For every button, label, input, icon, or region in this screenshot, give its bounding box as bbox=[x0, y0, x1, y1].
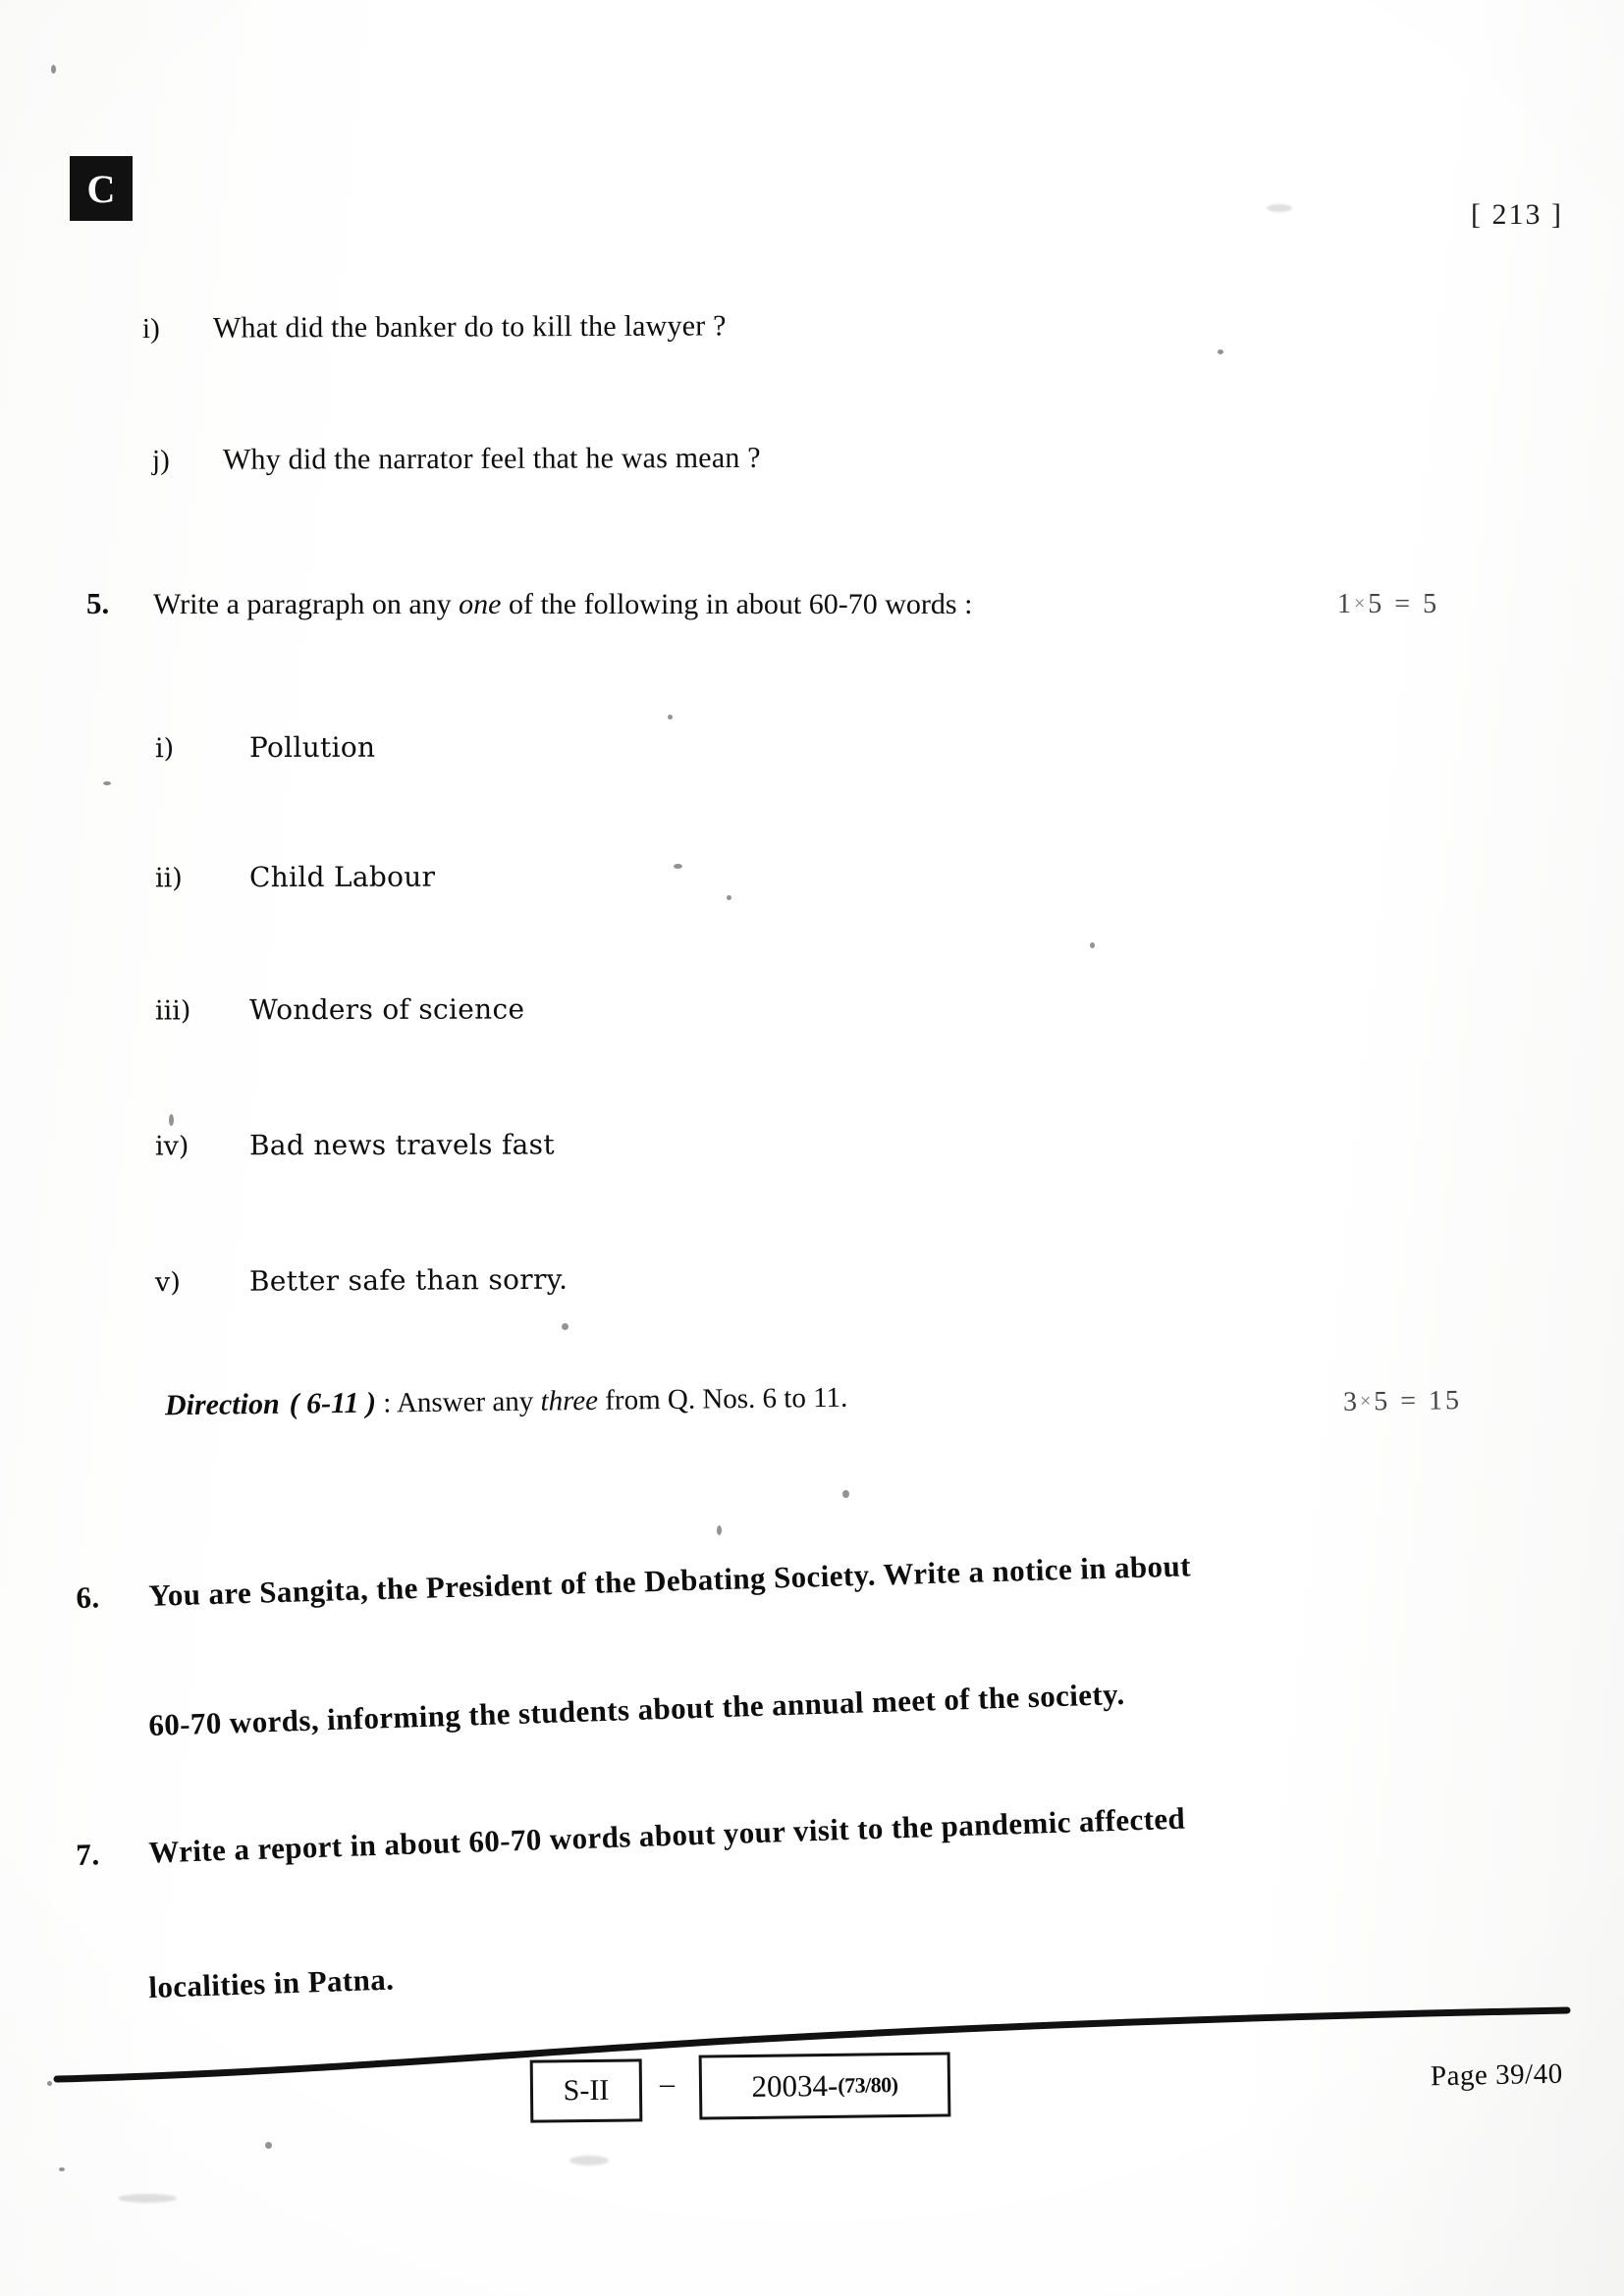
option-i-number: i) bbox=[154, 733, 175, 765]
footer-dash: – bbox=[660, 2067, 675, 2100]
paper-code-main: 20034- bbox=[751, 2067, 839, 2104]
sub-question-j-text: Why did the narrator feel that he was mean ? bbox=[222, 441, 761, 476]
direction-marks-right: 5 = 15 bbox=[1374, 1385, 1463, 1417]
question-7-line-1 bbox=[76, 1801, 1186, 1873]
question-6-line-1 bbox=[76, 1548, 1191, 1616]
sub-question-i-text: What did the banker do to kill the lawyer ? bbox=[212, 309, 727, 345]
question-7-line-2-text: localities in Patna. bbox=[147, 1961, 395, 2005]
scan-speck bbox=[47, 2081, 52, 2086]
direction-marks-left: 3 bbox=[1342, 1386, 1361, 1417]
question-5-marks bbox=[1337, 589, 1439, 620]
question-5-option-i bbox=[155, 731, 375, 765]
question-6-line-2-text: 60-70 words, informing the students about the annual meet of the society. bbox=[147, 1676, 1125, 1743]
scan-speck bbox=[1090, 942, 1095, 948]
question-5-number: 5. bbox=[86, 586, 110, 620]
sub-question-j bbox=[152, 440, 1183, 477]
option-iii-number: iii) bbox=[154, 995, 191, 1027]
question-5-stem-part1: Write a paragraph on any bbox=[153, 588, 460, 620]
scan-speck bbox=[717, 1525, 722, 1535]
scan-speck bbox=[169, 1114, 174, 1126]
page-number: Page 39/40 bbox=[1431, 2057, 1564, 2093]
scan-speck bbox=[103, 781, 111, 785]
paper-code-suffix: (73/80) bbox=[838, 2072, 898, 2098]
scan-speck bbox=[842, 1490, 849, 1498]
direction-line bbox=[165, 1381, 848, 1422]
scan-speck bbox=[265, 2142, 272, 2149]
question-5-option-iv bbox=[155, 1128, 555, 1161]
scan-smudge bbox=[1267, 204, 1292, 212]
option-ii-text: Child Labour bbox=[248, 860, 436, 894]
question-5-option-v bbox=[155, 1263, 568, 1299]
question-6-line-1-text: You are Sangita, the President of the Debating Society. Write a notice in about bbox=[147, 1548, 1192, 1613]
scan-speck bbox=[1218, 349, 1223, 354]
scan-speck bbox=[51, 65, 56, 74]
scan-speck bbox=[668, 715, 673, 720]
question-5-option-iii bbox=[155, 993, 524, 1027]
scan-smudge bbox=[569, 2156, 609, 2165]
question-5-marks-left: 1 bbox=[1337, 589, 1354, 619]
direction-emphasis: three bbox=[540, 1384, 599, 1417]
option-i-text: Pollution bbox=[248, 730, 376, 765]
option-iv-text: Bad news travels fast bbox=[248, 1128, 555, 1162]
question-6-line-2 bbox=[148, 1677, 1125, 1743]
direction-range: ( 6-11 ) bbox=[289, 1386, 377, 1420]
option-iv-number: iv) bbox=[154, 1131, 189, 1162]
scan-speck bbox=[727, 895, 731, 900]
question-7-line-1-text: Write a report in about 60-70 words about your visit to the pandemic affected bbox=[147, 1800, 1186, 1870]
question-5-stem-emphasis: one bbox=[459, 588, 502, 620]
question-6-number: 6. bbox=[75, 1579, 101, 1616]
paper-code-box bbox=[699, 2052, 951, 2119]
question-5 bbox=[86, 586, 1245, 621]
multiply-icon: × bbox=[1354, 593, 1369, 614]
direction-text-part1: : Answer any bbox=[375, 1385, 541, 1419]
multiply-icon: × bbox=[1359, 1390, 1375, 1413]
paper-code: [ 213 ] bbox=[1471, 198, 1563, 231]
option-ii-number: ii) bbox=[154, 863, 183, 894]
paper-series-box: S-II bbox=[530, 2058, 643, 2122]
scan-speck bbox=[562, 1323, 568, 1330]
sub-question-j-number: j) bbox=[151, 444, 170, 476]
question-7-number: 7. bbox=[75, 1837, 101, 1873]
question-5-option-ii bbox=[155, 861, 435, 894]
scan-smudge bbox=[118, 2194, 177, 2203]
sub-question-i bbox=[142, 307, 1173, 346]
option-v-text: Better safe than sorry. bbox=[248, 1262, 568, 1298]
sub-question-i-number: i) bbox=[141, 312, 160, 345]
question-5-stem-part2: of the following in about 60-70 words : bbox=[501, 588, 973, 620]
direction-text-part2: from Q. Nos. 6 to 11. bbox=[597, 1381, 848, 1416]
scan-speck bbox=[59, 2167, 65, 2171]
option-v-number: v) bbox=[154, 1267, 181, 1299]
question-5-marks-right: 5 = 5 bbox=[1368, 589, 1440, 619]
direction-marks bbox=[1343, 1385, 1463, 1418]
direction-label: Direction bbox=[164, 1387, 280, 1422]
option-iii-text: Wonders of science bbox=[248, 992, 525, 1027]
question-7-line-2 bbox=[148, 1962, 395, 2005]
question-5-stem bbox=[153, 588, 1245, 621]
scan-speck bbox=[674, 864, 682, 869]
section-marker-badge: C bbox=[71, 157, 132, 220]
